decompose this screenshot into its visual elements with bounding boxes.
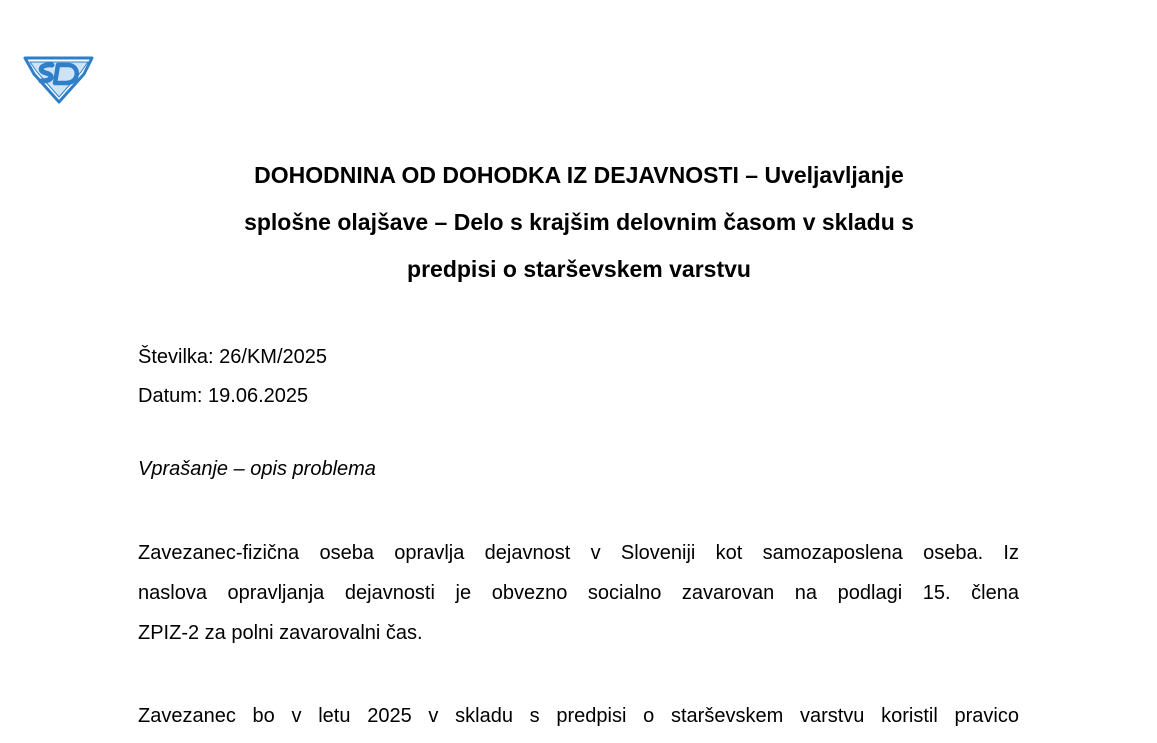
paragraph-1 — [138, 533, 1019, 653]
document-meta — [138, 338, 327, 416]
question-heading: Vprašanje – opis problema — [138, 458, 376, 480]
title-line-1: DOHODNINA OD DOHODKA IZ DEJAVNOSTI – Uveljavljanje — [254, 162, 904, 188]
title-line-2: splošne olajšave – Delo s krajšim delovnim časom v skladu s — [244, 209, 914, 235]
sd-shield-logo-icon — [22, 48, 96, 104]
paragraph-2 — [138, 696, 1019, 736]
paragraph-1-line-3: ZPIZ-2 za polni zavarovalni čas. — [138, 622, 423, 644]
logo — [22, 48, 96, 104]
document-number: Številka: 26/KM/2025 — [138, 346, 327, 368]
document-date: Datum: 19.06.2025 — [138, 385, 309, 407]
title-line-3: predpisi o starševskem varstvu — [407, 256, 751, 282]
document-title — [140, 152, 1018, 293]
paragraph-1-line-2: naslova opravljanja dejavnosti je obvezno socialno zavarovan na podlagi 15. člena — [138, 582, 1019, 604]
paragraph-1-line-1: Zavezanec-fizična oseba opravlja dejavnost v Sloveniji kot samozaposlena oseba. Iz — [138, 542, 1019, 564]
paragraph-2-line-1: Zavezanec bo v letu 2025 v skladu s predpisi o starševskem varstvu koristil pravico — [138, 705, 1019, 727]
